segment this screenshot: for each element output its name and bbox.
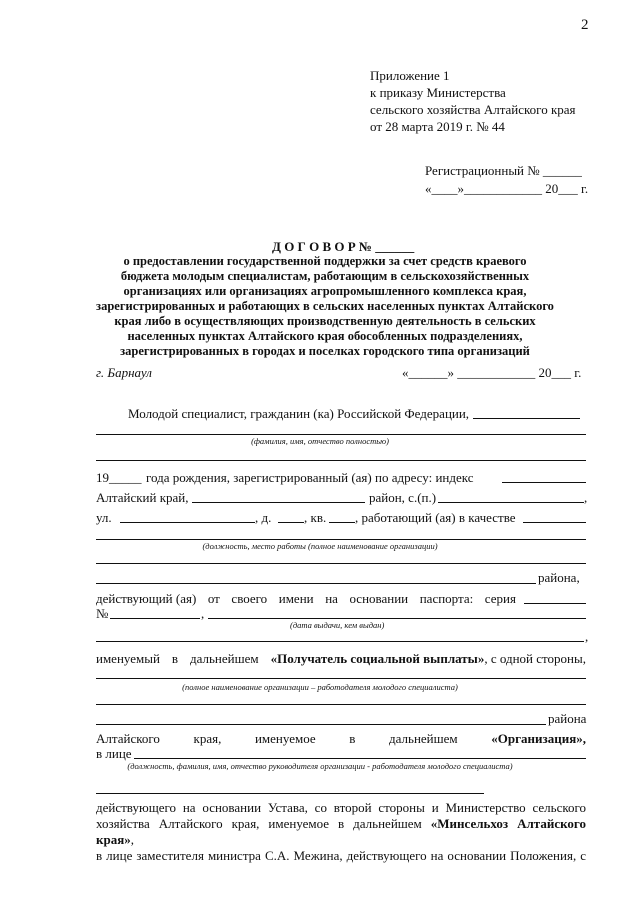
fill-line: [96, 563, 586, 564]
fill-line: [96, 460, 586, 461]
fill-line: [96, 583, 536, 584]
fill-line-head: [134, 758, 586, 759]
fill-line-settlement: [438, 502, 584, 503]
intro-text: Молодой специалист, гражданин (ка) Российской Федерации,: [128, 406, 470, 421]
word: имени: [278, 591, 314, 606]
word: именуемый: [96, 651, 160, 666]
fill-line: [96, 641, 584, 642]
caption-employer: (полное наименование организации – работодателя молодого специалиста): [182, 682, 458, 692]
appendix-line-1: Приложение 1: [370, 68, 450, 83]
district-label: район, с.(п.): [369, 490, 437, 505]
page-number: 2: [581, 17, 589, 33]
word: от: [207, 591, 220, 606]
caption-passport: (дата выдачи, кем выдан): [290, 620, 385, 630]
contract-heading: Д О Г О В О Р № ______: [272, 239, 415, 254]
word: дальнейшем: [190, 651, 259, 666]
recipient-line: [96, 651, 586, 667]
city: г. Барнаул: [96, 365, 152, 380]
street-label: ул.: [96, 510, 112, 525]
organization-term: «Организация»,: [491, 731, 586, 746]
ministry-term: «Минсельхоз Алтайского края»: [96, 816, 586, 847]
appendix-line-4: от 28 марта 2019 г. № 44: [370, 119, 505, 134]
word: основании: [349, 591, 409, 606]
word: именуемое: [254, 731, 316, 746]
paragraph-line: действующего на основании Устава, со второй стороны и Министерство сельского: [96, 800, 586, 815]
subtitle-line: края либо в осуществляющих производственную деятельность в сельских: [114, 314, 536, 328]
fill-line-house: [278, 522, 304, 523]
appendix-line-2: к приказу Министерства: [370, 85, 506, 100]
registration-number: Регистрационный № ______: [425, 163, 582, 178]
word: серия: [484, 591, 516, 606]
apt-label: , кв.: [304, 510, 327, 525]
paragraph-line: [96, 816, 586, 848]
recipient-tail: , с одной стороны,: [484, 651, 586, 666]
caption-position: (должность, место работы (полное наименование организации): [202, 541, 438, 551]
contract-date: «______» ____________ 20___ г.: [402, 365, 582, 380]
comma: ,: [584, 490, 588, 505]
subtitle-line: о предоставлении государственной поддержки за счет средств краевого: [123, 254, 527, 268]
word: Алтайского: [96, 731, 160, 746]
word: дальнейшем: [389, 731, 458, 746]
fill-line-series: [524, 603, 586, 604]
comma: ,: [585, 629, 589, 644]
fill-line-position: [523, 522, 586, 523]
fill-line-index: [502, 482, 586, 483]
paragraph-text: хозяйства Алтайского края, именуемое в дальнейшем: [96, 816, 431, 831]
word: в: [349, 731, 356, 746]
registration-date: «____»____________ 20___ г.: [425, 181, 589, 196]
word: своего: [231, 591, 268, 606]
passport-line: [96, 591, 516, 607]
contract-subtitle: [90, 254, 560, 359]
caption-head: (должность, фамилия, имя, отчество руководителя организации - работодателя молодого специалиста): [127, 761, 513, 771]
word: действующий (ая): [96, 591, 197, 606]
fill-line: [96, 704, 586, 705]
fill-line: [96, 793, 484, 794]
comma: ,: [201, 606, 205, 621]
paragraph-line: в лице заместителя министра С.А. Межина, действующего на основании Положения, с: [96, 848, 586, 863]
fill-line-workplace: [96, 539, 586, 540]
appendix-line-3: сельского хозяйства Алтайского края: [370, 102, 576, 117]
paragraph-text: ,: [130, 832, 135, 847]
caption-fio: (фамилия, имя, отчество полностью): [251, 436, 389, 446]
house-label: , д.: [255, 510, 272, 525]
fill-line-issued: [208, 618, 586, 619]
fill-line-street: [120, 522, 255, 523]
in-person-label: в лице: [96, 746, 132, 761]
recipient-term: «Получатель социальной выплаты»: [270, 651, 485, 666]
subtitle-line: зарегистрированных и работающих в сельских населенных пунктах Алтайского: [96, 299, 554, 313]
closing-paragraph: [96, 800, 586, 864]
word: на: [325, 591, 338, 606]
subtitle-line: населенных пунктах Алтайского края обособленных подразделениях,: [127, 329, 523, 343]
subtitle-line: организациях или организациях агропромышленного комплекса края,: [123, 284, 527, 298]
word: паспорта:: [419, 591, 474, 606]
rayona-label-2: района: [548, 711, 587, 726]
rayona-label: района,: [538, 570, 580, 585]
birth-text: года рождения, зарегистрированный (ая) по адресу: индекс: [146, 470, 474, 485]
subtitle-line: бюджета молодым специалистам, работающим в сельскохозяйственных: [120, 269, 530, 283]
organization-line: [96, 731, 586, 747]
number-sign: №: [96, 606, 109, 621]
fill-line-apt: [329, 522, 355, 523]
fill-line-employer: [96, 678, 586, 679]
fill-line-passport-number: [110, 618, 200, 619]
working-as-label: , работающий (ая) в качестве: [355, 510, 516, 525]
fill-line: [96, 724, 546, 725]
word: в: [171, 651, 179, 666]
fill-line-fio: [96, 434, 586, 435]
subtitle-line: зарегистрированных в городах и поселках городского типа организаций: [120, 344, 530, 358]
fill-line: [473, 418, 580, 419]
fill-line-region: [192, 502, 365, 503]
region-label: Алтайский край,: [96, 490, 189, 505]
birth-year: 19_____: [96, 470, 142, 485]
word: края,: [193, 731, 222, 746]
